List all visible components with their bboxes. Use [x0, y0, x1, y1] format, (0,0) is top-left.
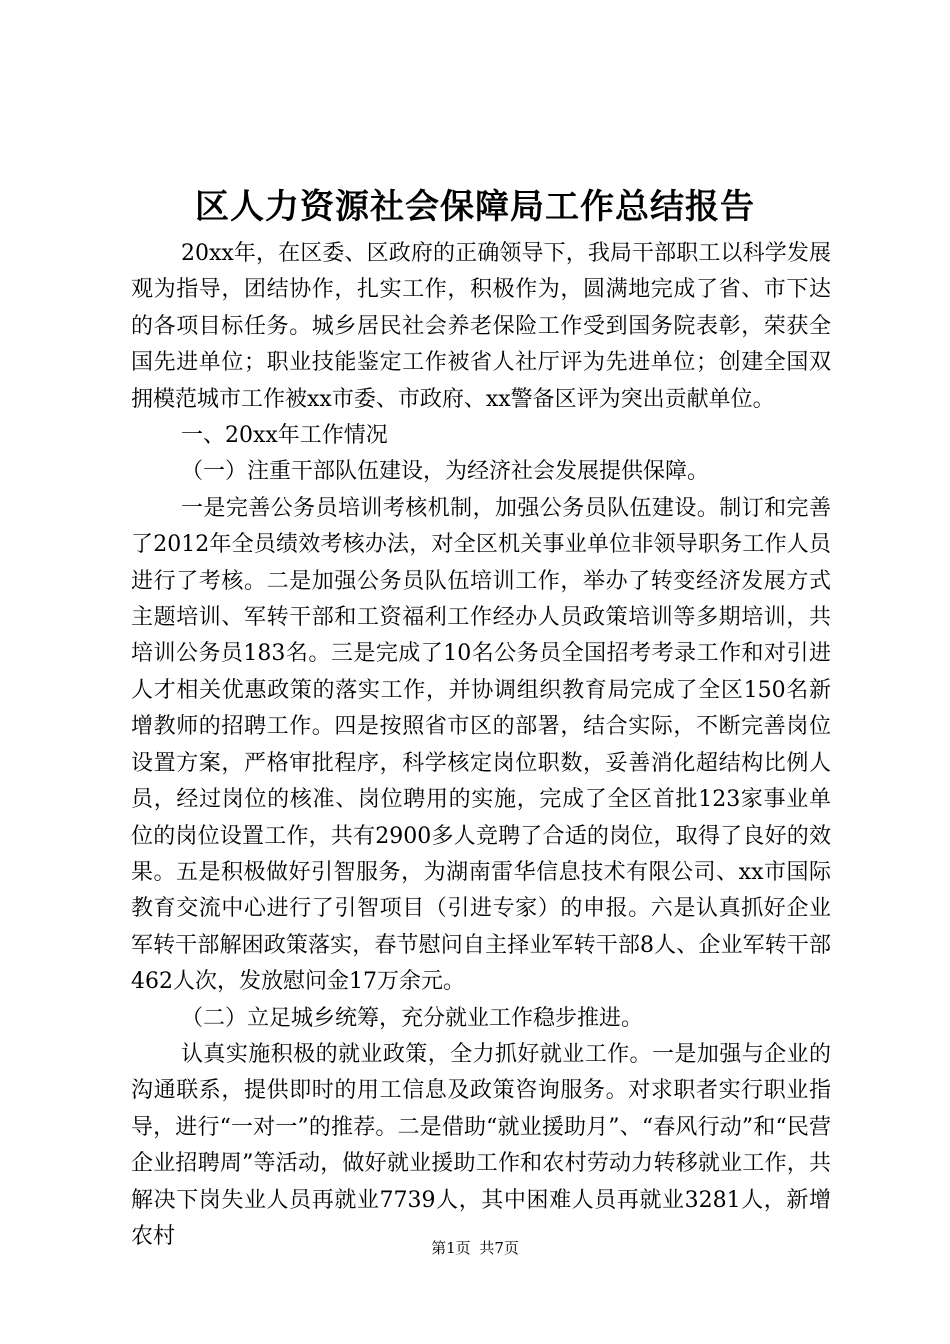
section-heading-1: 一、20xx年工作情况 [181, 423, 388, 449]
page-footer [0, 1236, 950, 1260]
document-body [131, 236, 831, 1255]
subsection-2-paragraph: 认真实施积极的就业政策，全力抓好就业工作。一是加强与企业的沟通联系，提供即时的用工信息及政策咨询服务。对求职者实行职业指导，进行“一对一”的推荐。二是借助“就业援助月”、“春风行动”和“民营企业招聘周”等活动，做好就业援助工作和农村劳动力转移就业工作，共解决下岗失业人员再就业7739人，其中困难人员再就业3281人，新增农村 [131, 1041, 831, 1249]
document-title: 区人力资源社会保障局工作总结报告 [195, 187, 755, 227]
subsection-1-paragraph: 一是完善公务员培训考核机制，加强公务员队伍建设。制订和完善了2012年全员绩效考核办法，对全区机关事业单位非领导职务工作人员进行了考核。二是加强公务员队伍培训工作，举办了转变经济发展方式主题培训、军转干部和工资福利工作经办人员政策培训等多期培训，共培训公务员183名。三是完成了10名公务员全国招考考录工作和对引进人才相关优惠政策的落实工作，并协调组织教育局完成了全区150名新增教师的招聘工作。四是按照省市区的部署，结合实际，不断完善岗位设置方案，严格审批程序，科学核定岗位职数，妥善消化超结构比例人员，经过岗位的核准、岗位聘用的实施，完成了全区首批123家事业单位的岗位设置工作，共有2900多人竞聘了合适的岗位，取得了良好的效果。五是积极做好引智服务，为湖南雷华信息技术有限公司、xx市国际教育交流中心进行了引智项目（引进专家）的申报。六是认真抓好企业军转干部解困政策落实，春节慰问自主择业军转干部8人、企业军转干部462人次，发放慰问金17万余元。 [131, 495, 831, 995]
page-total: 共7页 [479, 1239, 519, 1257]
intro-paragraph: 20xx年，在区委、区政府的正确领导下，我局干部职工以科学发展观为指导，团结协作，扎实工作，积极作为，圆满地完成了省、市下达的各项目标任务。城乡居民社会养老保险工作受到国务院表彰，荣获全国先进单位；职业技能鉴定工作被省人社厅评为先进单位；创建全国双拥模范城市工作被xx市委、市政府、xx警备区评为突出贡献单位。 [131, 241, 831, 412]
page-number: 第1页 [431, 1239, 471, 1257]
subsection-heading-1: （一）注重干部队伍建设，为经济社会发展提供保障。 [181, 459, 710, 485]
subsection-heading-2: （二）立足城乡统筹，充分就业工作稳步推进。 [181, 1005, 644, 1031]
